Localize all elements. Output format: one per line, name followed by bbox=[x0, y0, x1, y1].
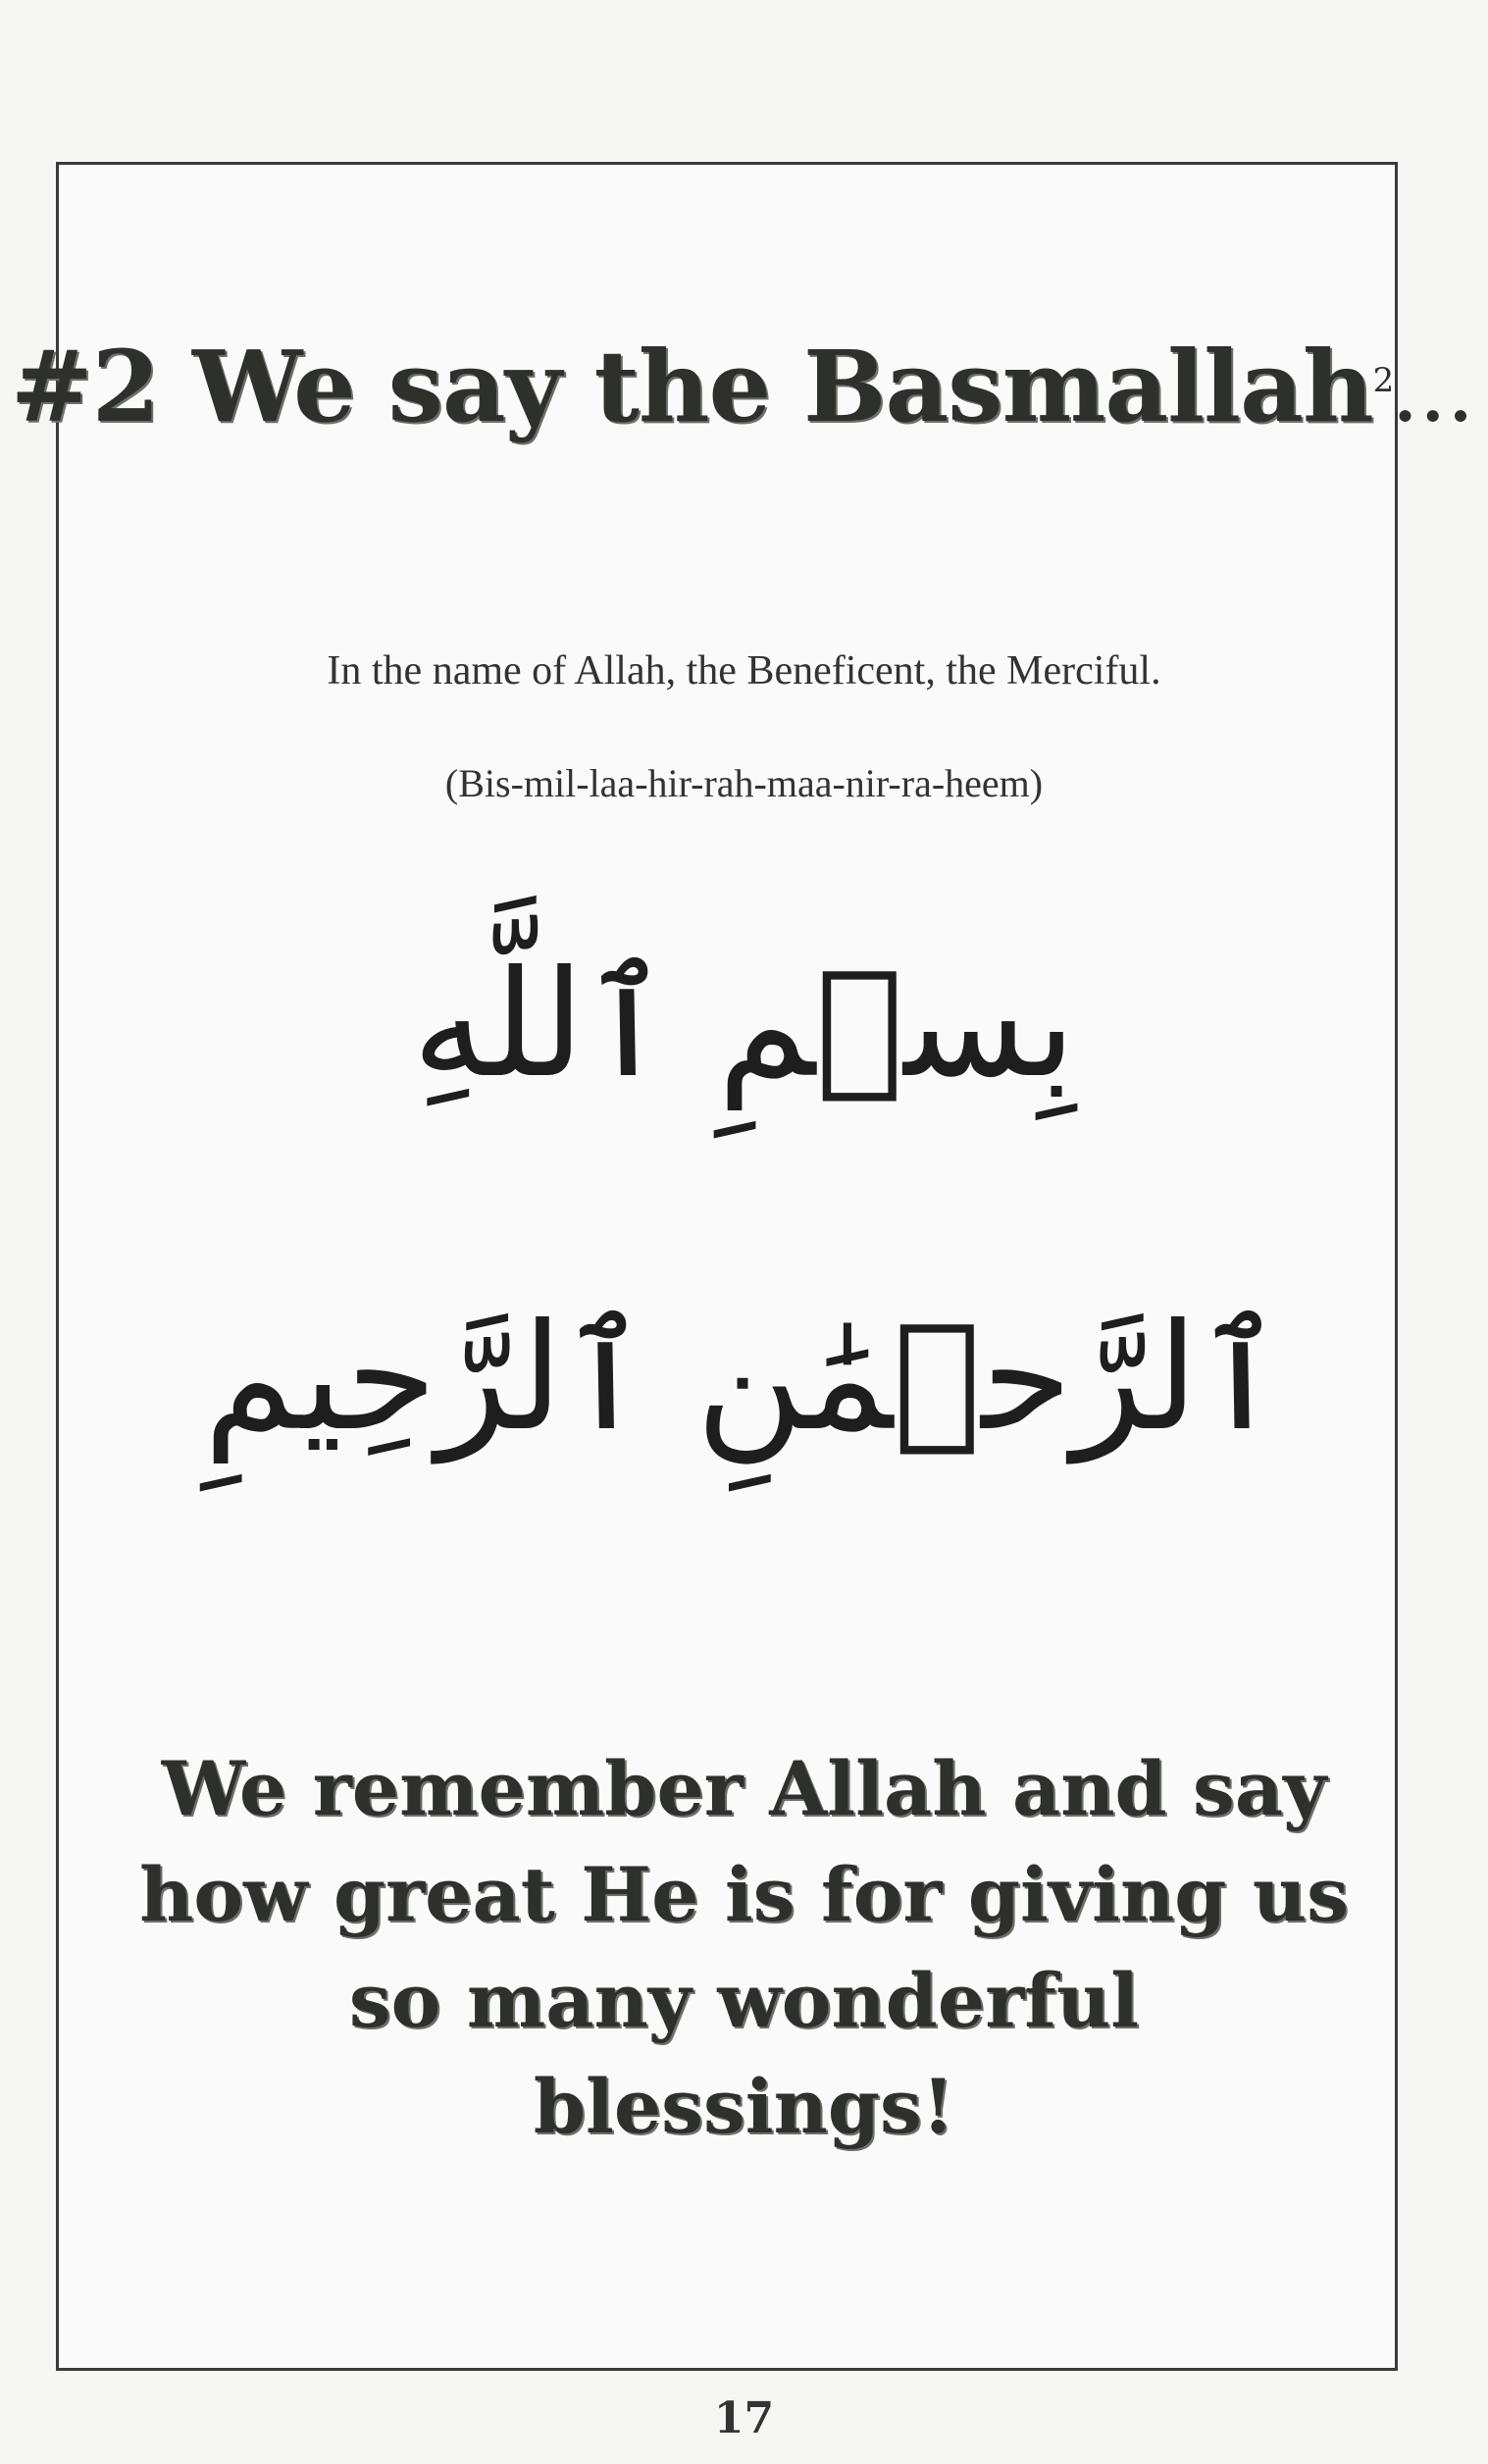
section-heading bbox=[0, 329, 1488, 444]
english-meaning: In the name of Allah, the Beneficent, the Merciful. bbox=[327, 648, 1161, 693]
footnote-marker: 2 bbox=[1372, 361, 1395, 400]
arabic-line-1: بِسۡمِ ٱللَّهِ bbox=[412, 940, 1076, 1110]
explanation-message: We remember Allah and say how great He is for giving us so many wonderful blessings! bbox=[139, 1745, 1349, 2150]
heading-ellipsis: ... bbox=[1394, 363, 1478, 436]
arabic-line-2: ٱلرَّحۡمَٰنِ ٱلرَّحِيمِ bbox=[203, 1293, 1285, 1463]
transliteration: (Bis-mil-laa-hir-rah-maa-nir-ra-heem) bbox=[444, 761, 1044, 805]
page-number: 17 bbox=[713, 2393, 775, 2443]
heading-text: #2 We say the Basmallah bbox=[10, 329, 1373, 444]
